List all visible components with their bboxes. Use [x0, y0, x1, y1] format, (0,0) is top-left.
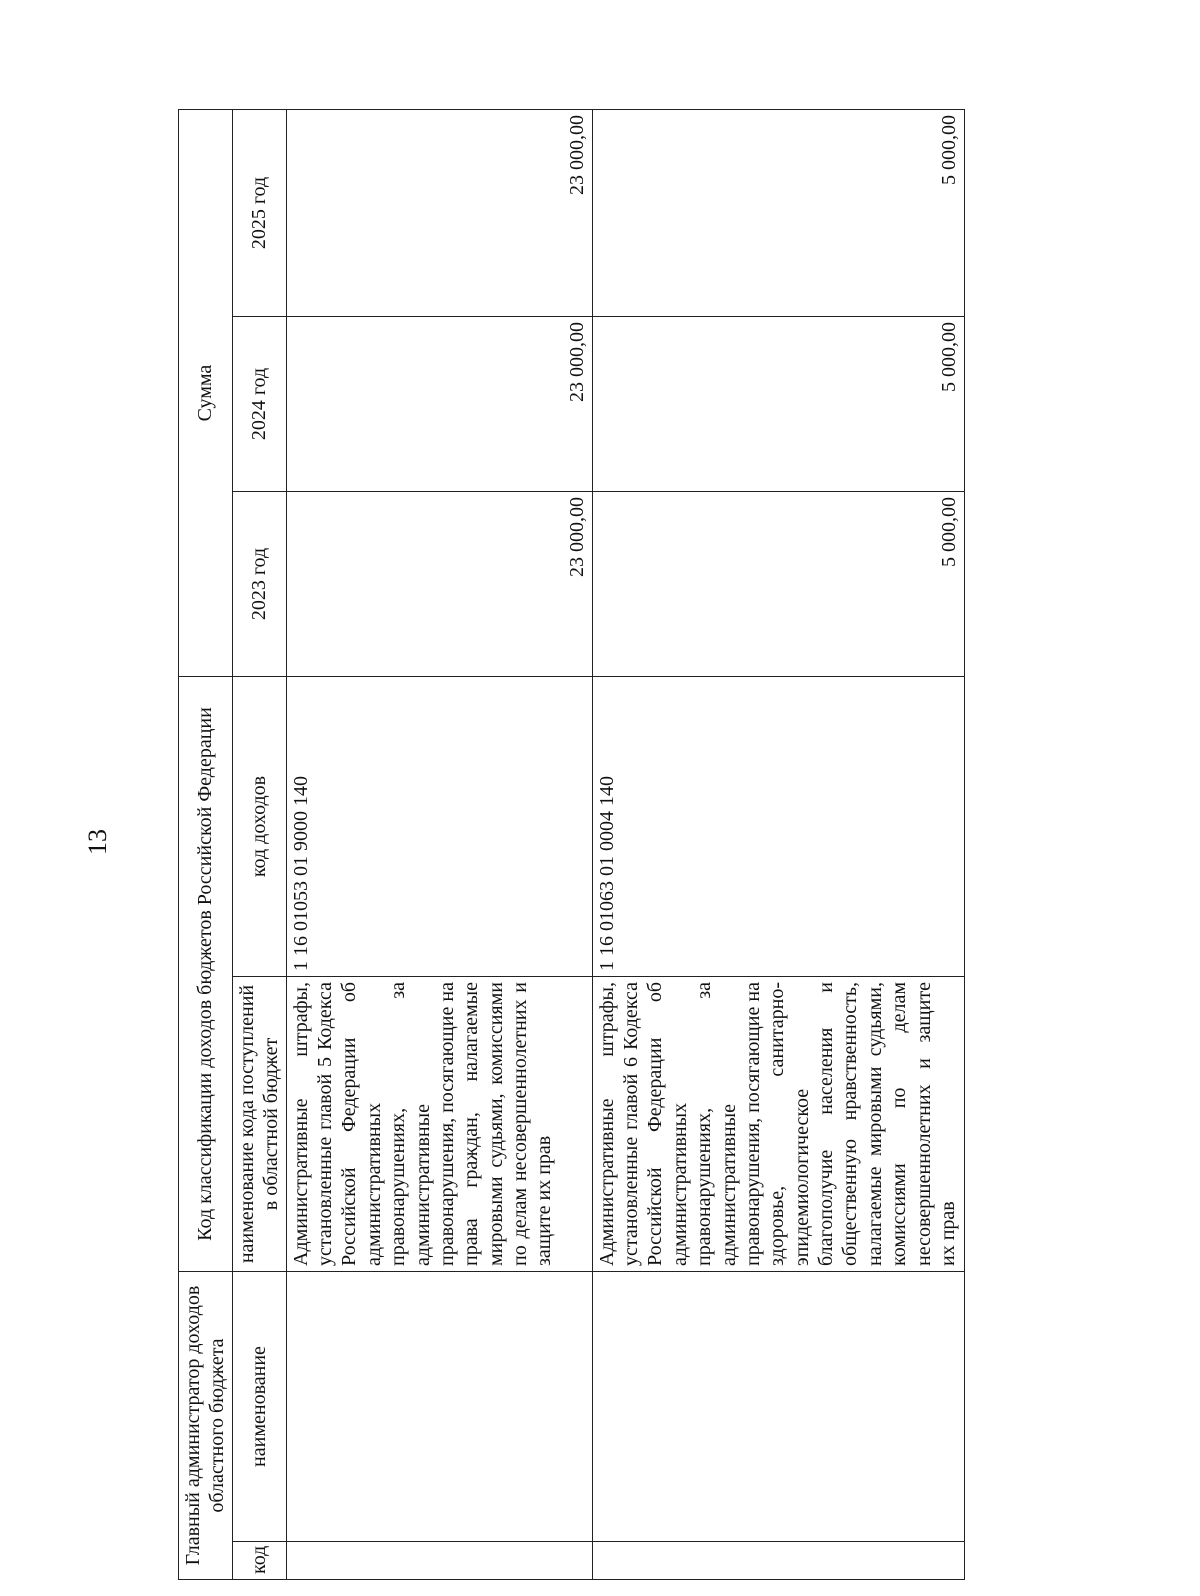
row-income-name: Административные штрафы, установленные главой 5 Кодекса Российской Федерации об административных правонарушениях, за административные правонарушения, посягающие на права граждан, налагаемые мировыми судьями, комиссиями по делам несовершеннолетних и защите их прав	[286, 977, 592, 1272]
row-income-code: 1 16 01053 01 9000 140	[286, 677, 592, 977]
row-sum-2024: 23 000,00	[286, 317, 592, 492]
header-classification-group: Код классификации доходов бюджетов Российской Федерации	[179, 677, 233, 1272]
row-sum-2024: 5 000,00	[592, 317, 964, 492]
row-income-code: 1 16 01063 01 0004 140	[592, 677, 964, 977]
row-sum-2025: 5 000,00	[592, 110, 964, 317]
row-admin-name	[592, 1272, 964, 1542]
header-year-2023: 2023 год	[232, 492, 286, 677]
row-sum-2025: 23 000,00	[286, 110, 592, 317]
row-admin-code	[286, 1542, 592, 1580]
income-table	[178, 109, 965, 1580]
page-number: 13	[83, 829, 112, 855]
header-sum-group: Сумма	[179, 110, 233, 677]
header-admin-group: Главный администратор доходов областного бюджета	[179, 1272, 233, 1580]
header-year-2024: 2024 год	[232, 317, 286, 492]
row-sum-2023: 5 000,00	[592, 492, 964, 677]
table-row	[592, 110, 964, 1580]
row-income-name: Административные штрафы, установленные главой 6 Кодекса Российской Федерации об административных правонарушениях, за административные правонарушения, посягающие на здоровье, санитарно-эпидемиологическое благополучие населения и общественную нравственность, налагаемые мировыми судьями, комиссиями по делам несовершеннолетних и защите их прав	[592, 977, 964, 1272]
header-year-2025: 2025 год	[232, 110, 286, 317]
header-income-code: код доходов	[232, 677, 286, 977]
rotated-table-container	[178, 110, 968, 1580]
row-admin-name	[286, 1272, 592, 1542]
row-sum-2023: 23 000,00	[286, 492, 592, 677]
header-admin-name: наименование	[232, 1272, 286, 1542]
header-income-name: наименование кода поступлений в областной бюджет	[232, 977, 286, 1272]
header-admin-code: код	[232, 1542, 286, 1580]
row-admin-code	[592, 1542, 964, 1580]
table-row	[286, 110, 592, 1580]
